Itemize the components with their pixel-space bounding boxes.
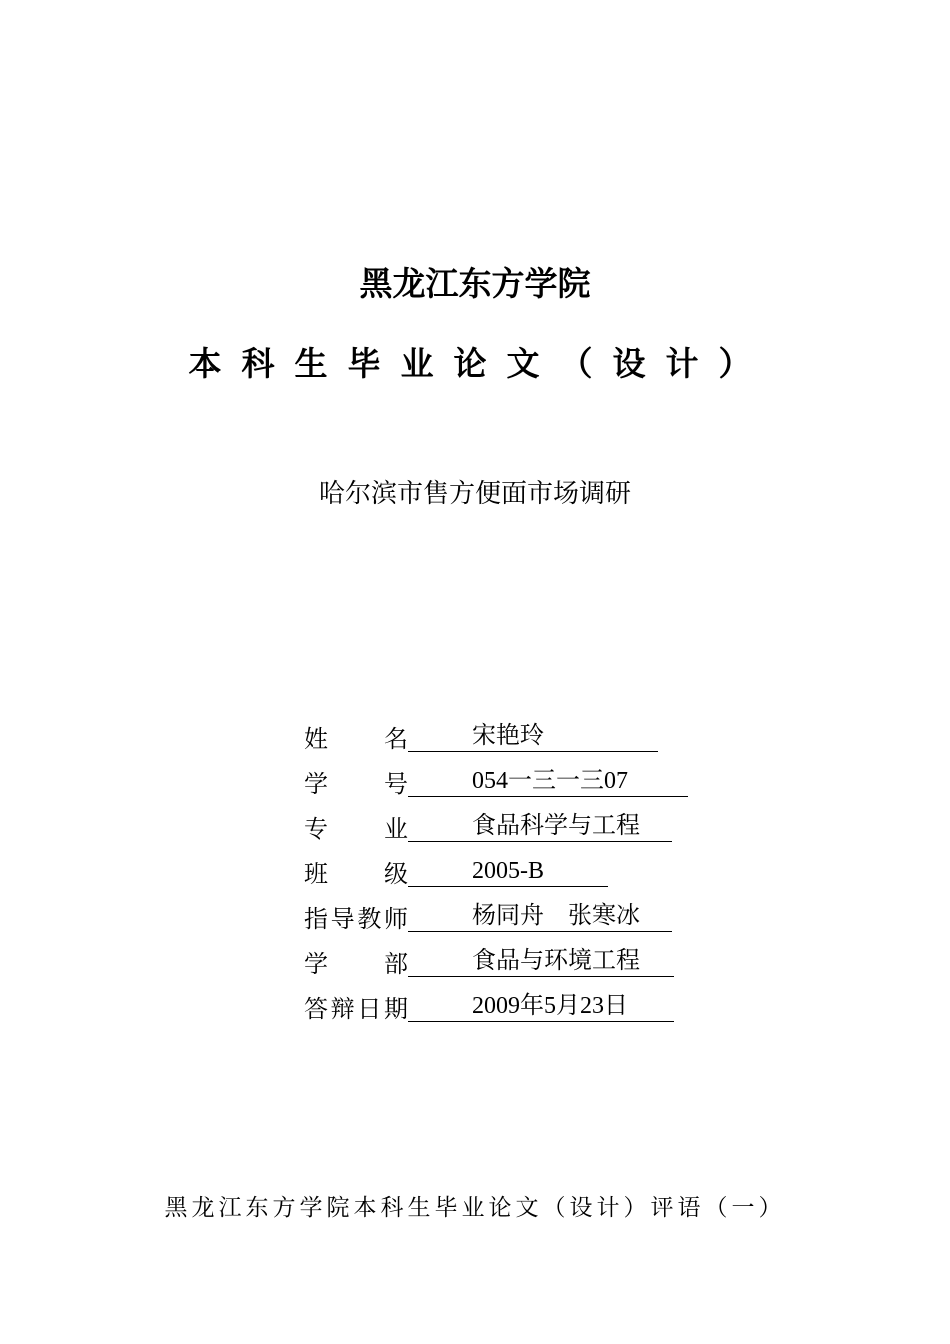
- info-value: 食品科学与工程: [408, 811, 672, 842]
- info-row-department: [304, 939, 804, 984]
- info-label: 姓名: [304, 725, 408, 753]
- thesis-title: 哈尔滨市售方便面市场调研: [318, 479, 631, 509]
- info-label: 专业: [304, 815, 408, 843]
- info-value: 宋艳玲: [408, 721, 658, 752]
- school-name: 黑龙江东方学院: [359, 264, 591, 303]
- info-label: 学号: [304, 770, 408, 798]
- info-value: 054一三一三07: [408, 766, 688, 797]
- evaluation-heading: 黑龙江东方学院本科生毕业论文（设计）评语（一）: [164, 1195, 786, 1221]
- info-row-advisor: [304, 894, 804, 939]
- info-value: 2005-B: [408, 856, 608, 887]
- info-value: 杨同舟 张寒冰: [408, 901, 672, 932]
- info-label: 学部: [304, 950, 408, 978]
- info-row-student-id: [304, 759, 804, 804]
- student-info-block: [304, 714, 804, 1029]
- info-value: 2009年5月23日: [408, 991, 674, 1022]
- info-value: 食品与环境工程: [408, 946, 674, 977]
- info-row-defense-date: [304, 984, 804, 1029]
- info-row-major: [304, 804, 804, 849]
- info-row-class: [304, 849, 804, 894]
- info-label: 答辩日期: [304, 995, 408, 1023]
- info-row-name: [304, 714, 804, 759]
- info-label: 班级: [304, 860, 408, 888]
- thesis-type-heading: 本科生毕业论文（设计）: [188, 344, 772, 383]
- info-label: 指导教师: [304, 905, 408, 933]
